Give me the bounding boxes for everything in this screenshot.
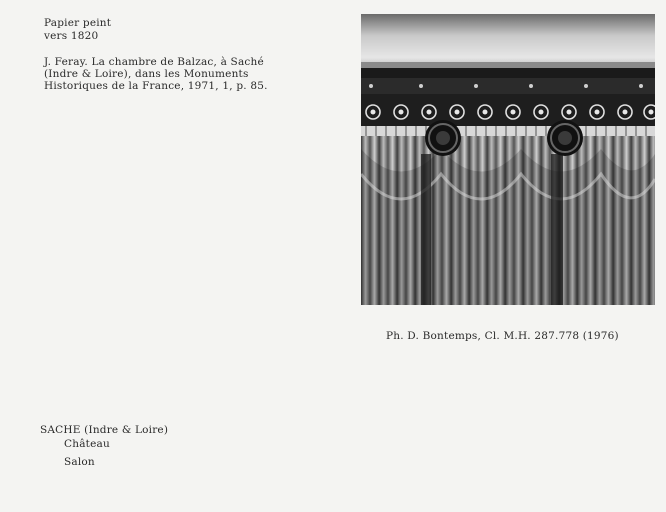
location-room: Salon [64,456,95,468]
photo-credit: Ph. D. Bontemps, Cl. M.H. 287.778 (1976) [386,330,619,342]
reference-line-2: (Indre & Loire), dans les Monuments [44,68,249,80]
document-title: Papier peint [44,17,112,29]
reference-line-1: J. Feray. La chambre de Balzac, à Saché [44,56,264,68]
document-date: vers 1820 [44,30,99,42]
reference-line-3: Historiques de la France, 1971, 1, p. 85. [44,80,268,92]
location-building: Château [64,438,110,450]
location-place: SACHE (Indre & Loire) [40,424,169,436]
wallpaper-photograph [361,14,655,305]
